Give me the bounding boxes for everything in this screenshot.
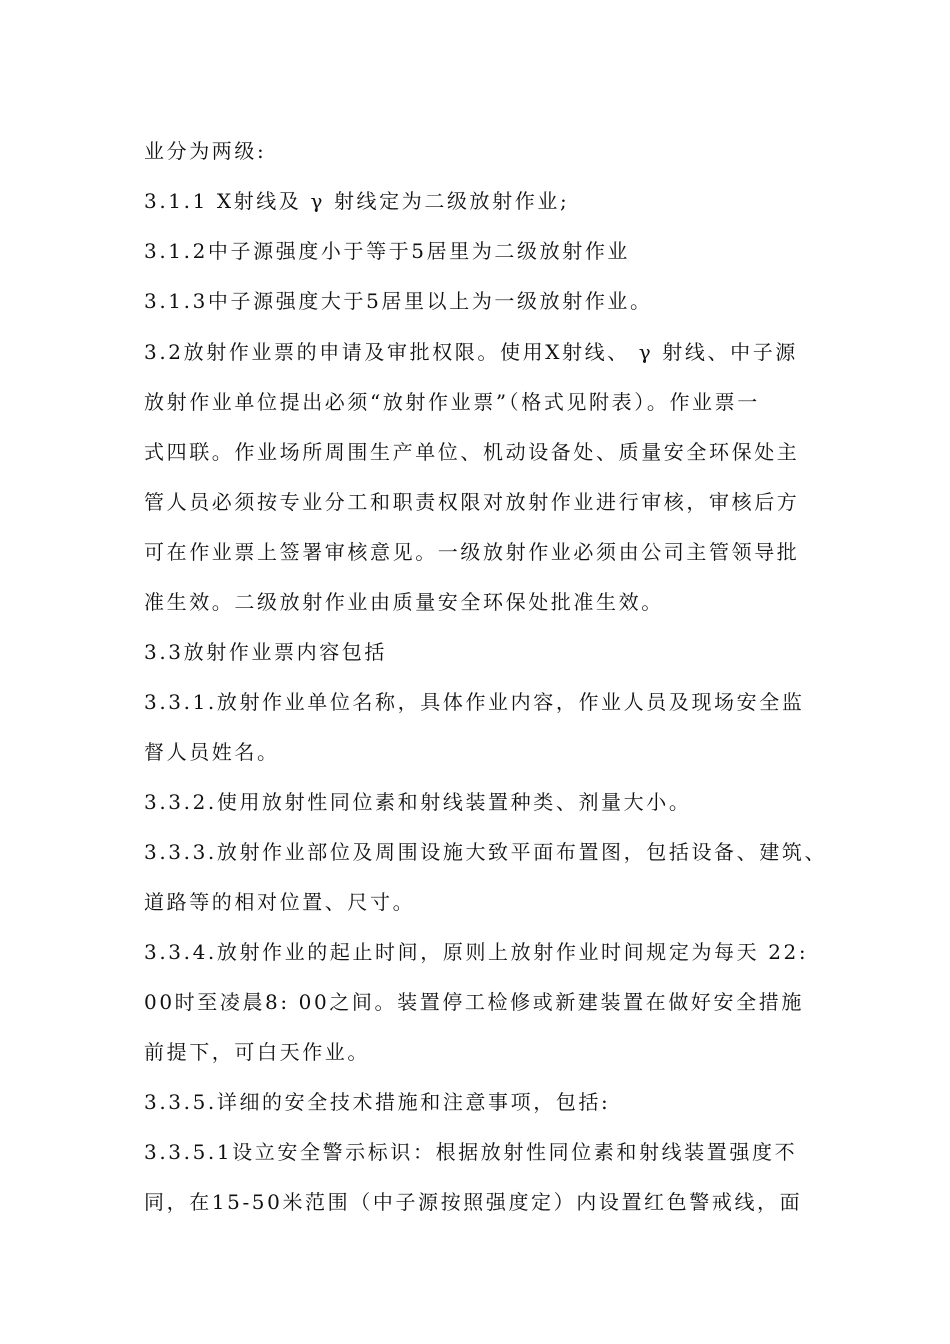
text-line: 3.3.2.使用放射性同位素和射线装置种类、剂量大小。 bbox=[144, 790, 692, 814]
text-line: 业分为两级: bbox=[144, 139, 267, 163]
text-line: 3.1.1 X射线及 γ 射线定为二级放射作业; bbox=[144, 189, 570, 213]
text-line: 3.3.1.放射作业单位名称，具体作业内容，作业人员及现场安全监 bbox=[144, 690, 805, 714]
text-line: 同，在15-50米范围（中子源按照强度定）内设置红色警戒线，面 bbox=[144, 1190, 803, 1214]
text-line: 3.1.2中子源强度小于等于5居里为二级放射作业 bbox=[144, 239, 631, 263]
text-line: 式四联。作业场所周围生产单位、机动设备处、质量安全环保处主 bbox=[144, 440, 800, 464]
text-line: 前提下，可白天作业。 bbox=[144, 1040, 370, 1064]
text-line: 可在作业票上签署审核意见。一级放射作业必须由公司主管领导批 bbox=[144, 540, 800, 564]
text-line: 3.2放射作业票的申请及审批权限。使用X射线、 γ 射线、中子源 bbox=[144, 340, 798, 364]
text-line: 00时至凌晨8: 00之间。装置停工检修或新建装置在做好安全措施 bbox=[144, 990, 804, 1014]
text-line: 放射作业单位提出必须“放射作业票”（格式见附表）。作业票一 bbox=[144, 390, 760, 414]
text-line: 3.1.3中子源强度大于5居里以上为一级放射作业。 bbox=[144, 289, 653, 313]
text-line: 3.3放射作业票内容包括 bbox=[144, 640, 388, 664]
text-line: 3.3.3.放射作业部位及周围设施大致平面布置图，包括设备、建筑、 bbox=[144, 840, 828, 864]
text-line: 准生效。二级放射作业由质量安全环保处批准生效。 bbox=[144, 590, 664, 614]
text-line: 管人员必须按专业分工和职责权限对放射作业进行审核，审核后方 bbox=[144, 490, 800, 514]
text-line: 3.3.4.放射作业的起止时间，原则上放射作业时间规定为每天 22: bbox=[144, 940, 809, 964]
text-line: 3.3.5.1设立安全警示标识：根据放射性同位素和射线装置强度不 bbox=[144, 1140, 798, 1164]
text-line: 道路等的相对位置、尺寸。 bbox=[144, 890, 416, 914]
text-line: 3.3.5.详细的安全技术措施和注意事项，包括: bbox=[144, 1090, 611, 1114]
text-line: 督人员姓名。 bbox=[144, 740, 280, 764]
